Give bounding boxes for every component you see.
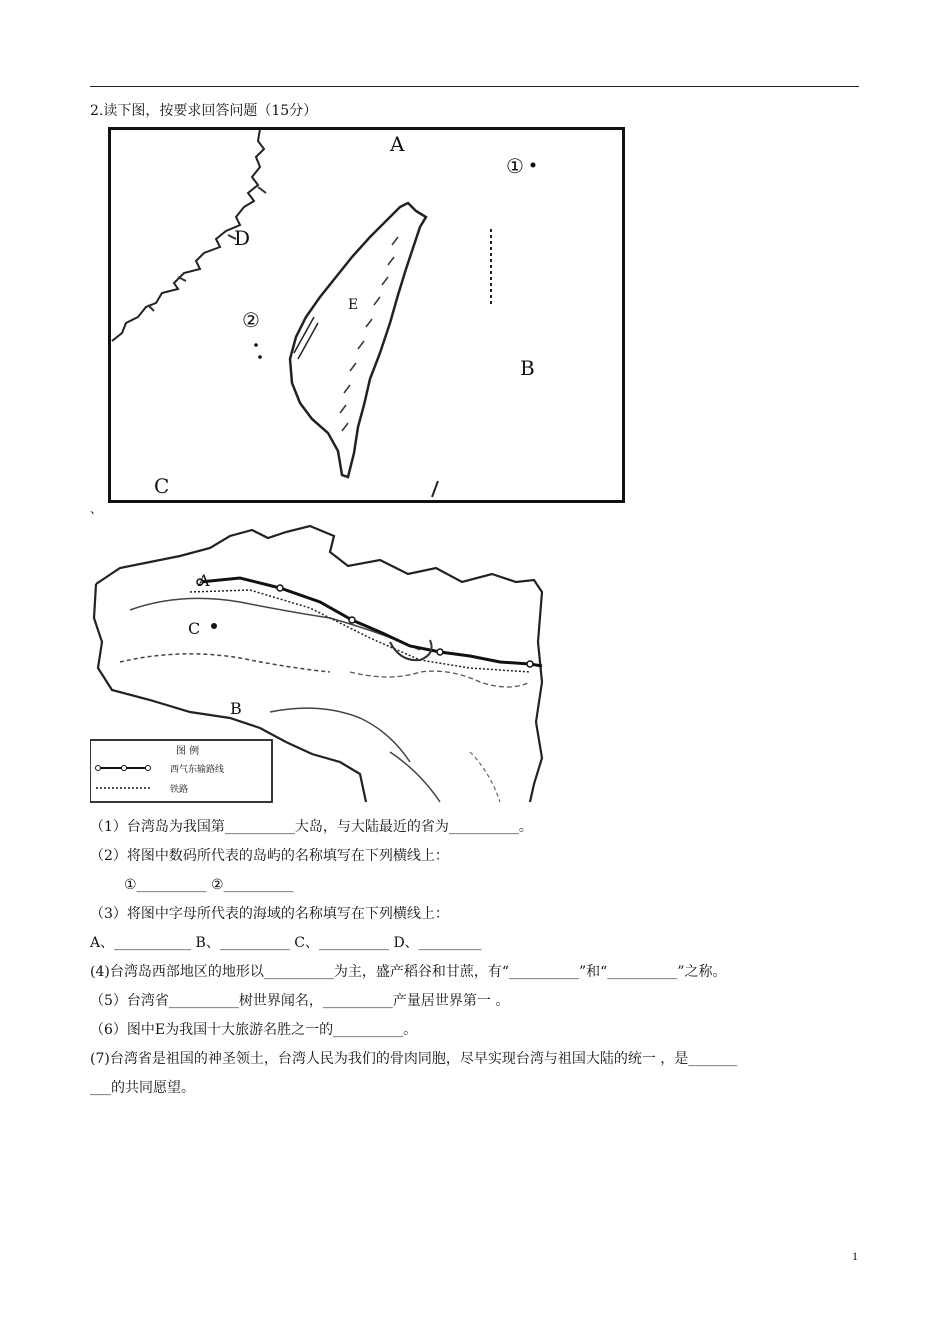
question-7-line-1: (7)台湾省是祖国的神圣领土，台湾人民为我们的骨肉同胞，尽早实现台湾与祖国大陆的统一 ，是_______ — [90, 1051, 738, 1067]
question-2-blanks: ①__________ ②__________ — [124, 877, 294, 893]
question-6: （6）图中E为我国十大旅游名胜之一的__________。 — [90, 1022, 418, 1038]
question-2: （2）将图中数码所代表的岛屿的名称填写在下列横线上： — [90, 848, 449, 864]
question-4: (4)台湾岛西部地区的地形以__________为主，盛产稻谷和甘蔗，有“__________”和“__________”之称。 — [90, 964, 727, 980]
page-number: 1 — [852, 1249, 858, 1263]
label-B: B — [520, 356, 535, 380]
label-1: ① — [506, 154, 524, 178]
question-7-line-2: ___的共同愿望。 — [90, 1080, 195, 1096]
map2-label-A: A — [198, 571, 210, 590]
legend-pipeline: 西气东输路线 — [170, 765, 225, 775]
legend-railway: 铁路 — [170, 785, 189, 795]
question-heading: 2.读下图，按要求回答问题（15分） — [90, 103, 318, 119]
question-3: （3）将图中字母所代表的海域的名称填写在下列横线上： — [90, 906, 449, 922]
separator-mark: 、 — [90, 502, 103, 516]
map-legend — [90, 740, 272, 802]
label-2: ② — [242, 308, 260, 332]
label-A: A — [390, 132, 405, 156]
label-E: E — [348, 297, 359, 313]
label-C: C — [154, 474, 170, 498]
header-rule — [90, 86, 859, 87]
question-3-blanks: A、___________ B、__________ C、__________ D、_________ — [90, 935, 482, 951]
pipeline-map — [90, 522, 546, 804]
taiwan-map — [108, 127, 626, 503]
map2-label-C: C — [188, 619, 201, 638]
legend-title: 图 例 — [176, 746, 200, 757]
question-5: （5）台湾省__________树世界闻名，__________产量居世界第一 。 — [90, 993, 510, 1009]
map2-label-B: B — [230, 699, 242, 718]
question-1: （1）台湾岛为我国第__________大岛，与大陆最近的省为__________。 — [90, 819, 533, 835]
label-D: D — [234, 226, 251, 250]
